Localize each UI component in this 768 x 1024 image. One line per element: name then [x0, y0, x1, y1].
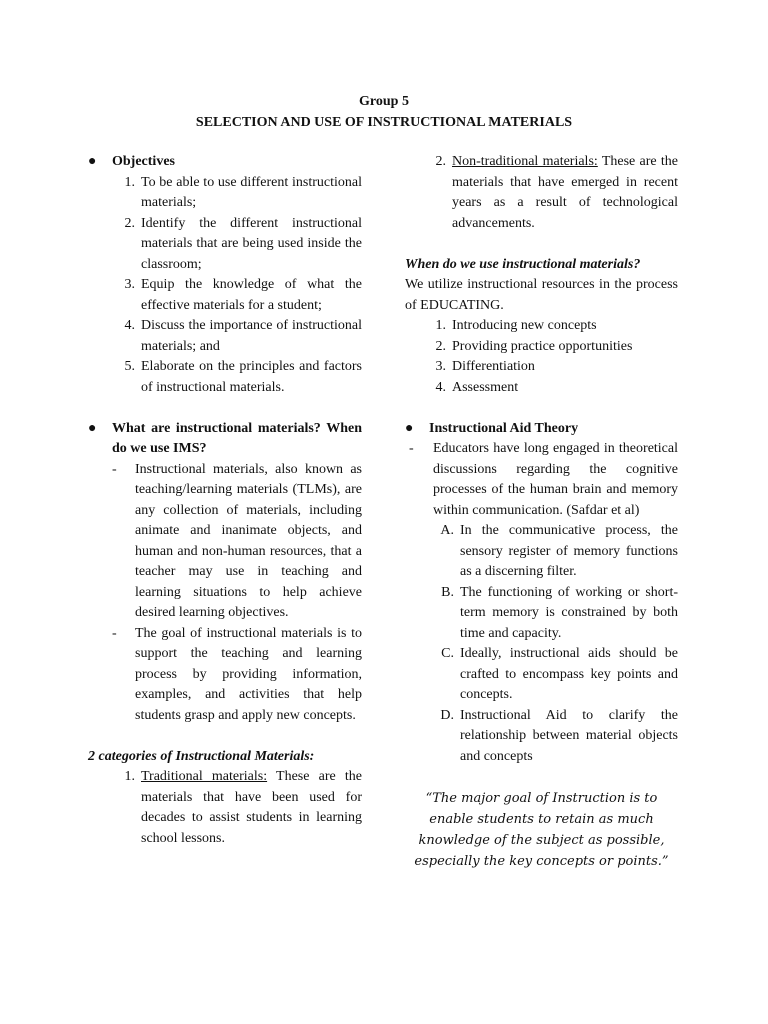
objectives-heading: ● Objectives — [88, 152, 362, 173]
objectives-list — [88, 173, 362, 399]
list-item: 1. Traditional materials: These are the materials that have been used for decades to assist students in learning school lessons. — [124, 769, 362, 846]
list-item: 2. Providing practice opportunities — [435, 338, 633, 354]
bullet-icon: ● — [88, 154, 97, 169]
list-item: 3. Equip the knowledge of what the effective materials for a student; — [124, 277, 362, 313]
when-list — [405, 316, 678, 398]
list-item: C. Ideally, instructional aids should be crafted to encompass key points and concepts. — [441, 646, 678, 702]
list-item: 3. Differentiation — [435, 359, 535, 374]
list-item: 1. Introducing new concepts — [435, 318, 597, 333]
bullet-icon: ● — [405, 420, 414, 436]
list-item: 1. To be able to use different instructional materials; — [124, 174, 362, 210]
categories-heading: 2 categories of Instructional Materials: — [88, 748, 315, 764]
when-heading: When do we use instructional materials? — [405, 256, 641, 272]
document-title: SELECTION AND USE OF INSTRUCTIONAL MATERIALS — [195, 115, 573, 130]
categories-list-continued — [405, 152, 678, 234]
categories-section — [88, 747, 362, 850]
quote-block: “The major goal of Instruction is to enable students to retain as much knowledge of the subject as possible, especially the key concepts or points.” — [414, 790, 669, 869]
goal-item: - The goal of instructional materials is to support the teaching and learning process by providing information, examples, and activities that help students grasp and apply new concepts. — [112, 625, 362, 723]
what-are-section — [88, 419, 362, 727]
list-item: 4. Discuss the importance of instructional materials; and — [124, 318, 362, 354]
theory-section — [405, 419, 678, 768]
spacer — [405, 398, 678, 419]
what-are-heading: ● What are instructional materials? When do we use IMS? — [88, 419, 362, 460]
bullet-icon: ● — [88, 420, 97, 436]
list-item: 2. Identify the different instructional materials that are being used inside the classroom; — [124, 215, 362, 272]
list-item: A. In the communicative process, the sensory register of memory functions as a discerning filter. — [440, 523, 678, 579]
list-item: B. The functioning of working or short-term memory is constrained by both time and capacity. — [441, 584, 678, 641]
spacer — [88, 726, 362, 747]
right-column — [405, 152, 678, 872]
category-term: Non-traditional materials: — [452, 154, 598, 169]
list-item: D. Instructional Aid to clarify the relationship between material objects and concepts — [440, 707, 678, 764]
spacer — [88, 398, 362, 419]
spacer — [405, 767, 678, 788]
list-item: 5. Elaborate on the principles and factors of instructional materials. — [124, 359, 362, 395]
definition-item: - Instructional materials, also known as teaching/learning materials (TLMs), are any collection of materials, including animate and inanimate objects, and human and non-human resources, that a teacher may use in teaching and learning situations to help achieve desired learning objectives. — [112, 461, 362, 620]
left-column — [88, 152, 362, 849]
list-item: 4. Assessment — [435, 379, 519, 395]
theory-intro: - Educators have long engaged in theoretical discussions regarding the cognitive processes of the human brain and memory within communication. (Safdar et al) — [409, 441, 678, 518]
category-term: Traditional materials: — [141, 769, 268, 784]
theory-heading: ● Instructional Aid Theory — [405, 419, 678, 440]
when-intro: We utilize instructional resources in the process of EDUCATING. — [405, 277, 678, 313]
spacer — [405, 234, 678, 255]
theory-list — [405, 521, 678, 767]
categories-list — [88, 767, 362, 849]
document-header — [0, 91, 768, 133]
group-label: Group 5 — [359, 94, 409, 109]
objectives-section — [88, 152, 362, 398]
when-section — [405, 255, 678, 399]
list-item: 2. Non-traditional materials: These are the materials that have emerged in recent years as a result of technological advancements. — [435, 154, 678, 231]
